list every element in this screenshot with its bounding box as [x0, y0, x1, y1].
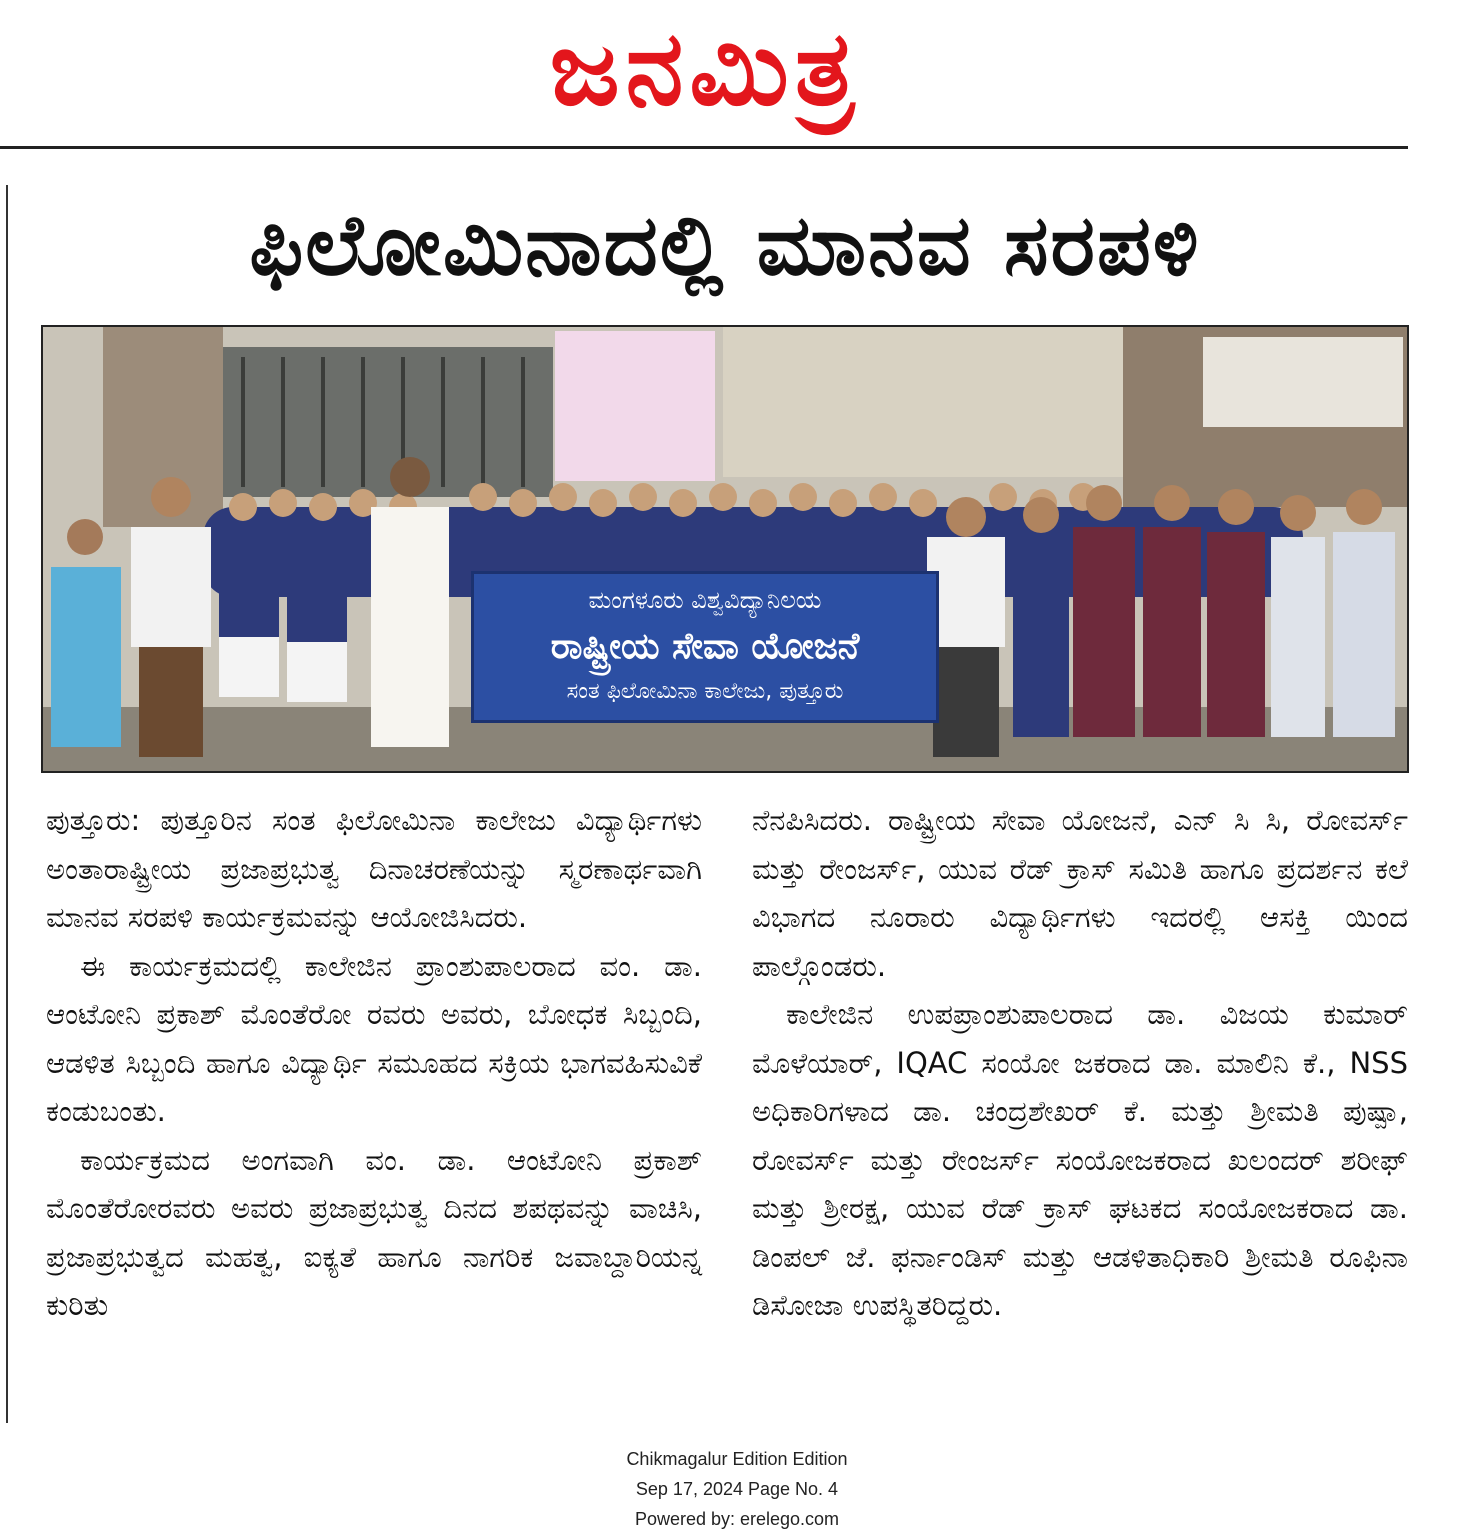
date-page-label: Sep 17, 2024 Page No. 4 [635, 1479, 839, 1499]
masthead-divider [0, 146, 1408, 149]
edition-label: Chikmagalur Edition Edition [626, 1449, 848, 1469]
article-paragraph: ಕಾಲೇಜಿನ ಉಪಪ್ರಾಂಶುಪಾಲರಾದ ಡಾ. ವಿಜಯ ಕುಮಾರ್ ಮೊಳೆಯಾರ್, IQAC ಸಂಯೋ ಜಕರಾದ ಡಾ. ಮಾಲಿನಿ ಕೆ., NSS ಅಧಿಕಾರಿಗಳಾದ ಡಾ. ಚಂದ್ರಶೇಖರ್ ಕೆ. ಮತ್ತು ಶ್ರೀಮತಿ ಪುಷ್ಪಾ, ರೋವರ್ಸ್ ಮತ್ತು ರೇಂಜರ್ಸ್ ಸಂಯೋಜಕರಾದ ಖಲಂದರ್ ಶರೀಫ್ ಮತ್ತು ಶ್ರೀರಕ್ಷ, ಯುವ ರೆಡ್ ಕ್ರಾಸ್ ಘಟಕದ ಸಂಯೋಜಕರಾದ ಡಾ. ಡಿಂಪಲ್ ಜೆ. ಫರ್ನಾಂಡಿಸ್ ಮತ್ತು ಆಡಳಿತಾಧಿಕಾರಿ ಶ್ರೀಮತಿ ರೂಫಿನಾ ಡಿಸೋಜಾ ಉಪಸ್ಥಿತರಿದ್ದರು. [752, 997, 1408, 1322]
article-paragraph: ಈ ಕಾರ್ಯಕ್ರಮದಲ್ಲಿ ಕಾಲೇಜಿನ ಪ್ರಾಂಶುಪಾಲರಾದ ವಂ. ಡಾ. ಆಂಟೋನಿ ಪ್ರಕಾಶ್ ಮೊಂತೆರೋ ರವರು ಅವರು, ಬೋಧಕ ಸಿಬ್ಬಂದಿ, ಆಡಳಿತ ಸಿಬ್ಬಂದಿ ಹಾಗೂ ವಿದ್ಯಾರ್ಥಿ ಸಮೂಹದ ಸಕ್ರಿಯ ಭಾಗವಹಿಸುವಿಕೆ ಕಂಡುಬಂತು. [46, 948, 702, 1128]
nss-banner [471, 571, 939, 723]
article-column-left [46, 796, 702, 1330]
powered-by-link[interactable]: Powered by: erelego.com [634, 1509, 840, 1529]
article-photo [41, 325, 1409, 773]
article-paragraph: ನೆನಪಿಸಿದರು. ರಾಷ್ಟ್ರೀಯ ಸೇವಾ ಯೋಜನೆ, ಎನ್ ಸಿ ಸಿ, ರೋವರ್ಸ್ ಮತ್ತು ರೇಂಜರ್ಸ್, ಯುವ ರೆಡ್ ಕ್ರಾಸ್ ಸಮಿತಿ ಹಾಗೂ ಪ್ರದರ್ಶನ ಕಲೆ ವಿಭಾಗದ ನೂರಾರು ವಿದ್ಯಾರ್ಥಿಗಳು ಇದರಲ್ಲಿ ಆಸಕ್ತಿ ಯಿಂದ ಪಾಲ್ಗೊಂಡರು. [752, 803, 1408, 983]
article-column-right [752, 796, 1408, 1330]
column-border [6, 185, 8, 1423]
article-paragraph: ಕಾರ್ಯಕ್ರಮದ ಅಂಗವಾಗಿ ವಂ. ಡಾ. ಆಂಟೋನಿ ಪ್ರಕಾಶ್ ಮೊಂತೆರೋರವರು ಅವರು ಪ್ರಜಾಪ್ರಭುತ್ವ ದಿನದ ಶಪಥವನ್ನು ವಾಚಿಸಿ, ಪ್ರಜಾಪ್ರಭುತ್ವದ ಮಹತ್ವ, ಐಕ್ಯತೆ ಹಾಗೂ ನಾಗರಿಕ ಜವಾಬ್ದಾರಿಯನ್ನ ಕುರಿತು [46, 1142, 702, 1322]
banner-university: ಮಂಗಳೂರು ವಿಶ್ವವಿದ್ಯಾನಿಲಯ [588, 586, 822, 614]
banner-nss: ರಾಷ್ಟ್ರೀಯ ಸೇವಾ ಯೋಜನೆ [550, 626, 860, 667]
page-footer [0, 1444, 1474, 1534]
banner-college: ಸಂತ ಫಿಲೋಮಿನಾ ಕಾಲೇಜು, ಪುತ್ತೂರು [566, 679, 844, 704]
article-paragraph: ಪುತ್ತೂರು: ಪುತ್ತೂರಿನ ಸಂತ ಫಿಲೋಮಿನಾ ಕಾಲೇಜು ವಿದ್ಯಾರ್ಥಿಗಳು ಅಂತಾರಾಷ್ಟ್ರೀಯ ಪ್ರಜಾಪ್ರಭುತ್ವ ದಿನಾಚರಣೆಯನ್ನು ಸ್ಮರಣಾರ್ಥವಾಗಿ ಮಾನವ ಸರಪಳಿ ಕಾರ್ಯಕ್ರಮವನ್ನು ಆಯೋಜಿಸಿದರು. [46, 803, 702, 934]
article-headline: ಫಿಲೋಮಿನಾದಲ್ಲಿ ಮಾನವ ಸರಪಳಿ [249, 196, 1201, 294]
newspaper-logo: ಜನಮಿತ್ರ [549, 7, 861, 129]
masthead [0, 0, 1410, 148]
